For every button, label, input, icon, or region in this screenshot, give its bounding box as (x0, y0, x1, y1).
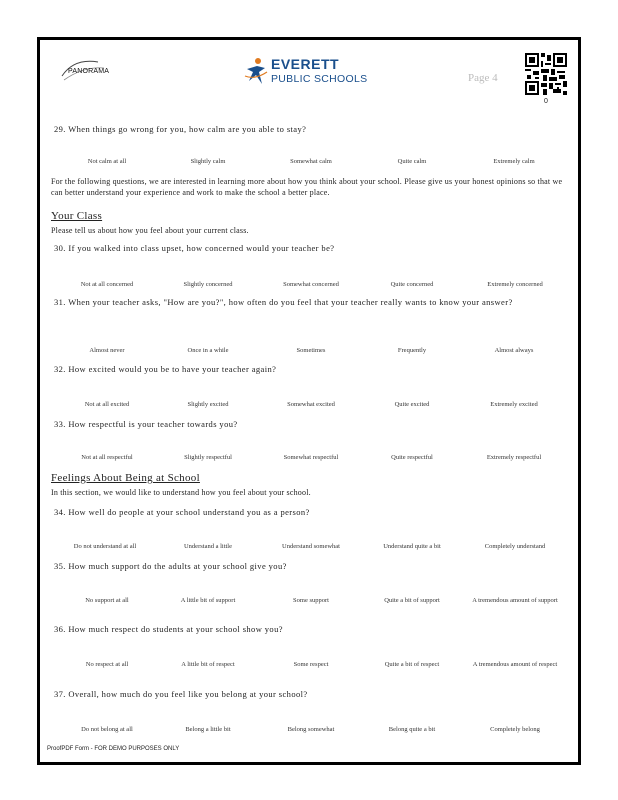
q35-option-2[interactable]: A little bit of support (180, 597, 236, 604)
q29-option-5[interactable]: Extremely calm (493, 158, 535, 165)
question-37: 37. Overall, how much do you feel like you belong at your school? (54, 689, 308, 699)
q30-option-4[interactable]: Quite concerned (390, 281, 434, 288)
q37-option-1[interactable]: Do not belong at all (81, 726, 133, 733)
logo-line-2: PUBLIC SCHOOLS (271, 73, 368, 85)
section-intro-feelings: In this section, we would like to understand how you feel about your school. (51, 488, 311, 497)
q35-option-1[interactable]: No support at all (85, 597, 129, 604)
q31-option-2[interactable]: Once in a while (187, 347, 229, 354)
q31-option-5[interactable]: Almost always (494, 347, 534, 354)
q30-option-3[interactable]: Somewhat concerned (283, 281, 339, 288)
page-number: Page 4 (468, 72, 498, 84)
q31-option-3[interactable]: Sometimes (296, 347, 326, 354)
q33-option-5[interactable]: Extremely respectful (486, 454, 542, 461)
q37-option-2[interactable]: Belong a little bit (185, 726, 231, 733)
q33-option-4[interactable]: Quite respectful (391, 454, 433, 461)
q29-option-4[interactable]: Quite calm (397, 158, 427, 165)
section-title-feelings: Feelings About Being at School (51, 472, 200, 484)
question-33: 33. How respectful is your teacher towards you? (54, 419, 238, 429)
q34-option-1[interactable]: Do not understand at all (73, 543, 137, 550)
q36-option-1[interactable]: No respect at all (85, 661, 129, 668)
q37-option-5[interactable]: Completely belong (490, 726, 540, 733)
question-32: 32. How excited would you be to have your teacher again? (54, 364, 277, 374)
q30-option-2[interactable]: Slightly concerned (183, 281, 233, 288)
question-34: 34. How well do people at your school understand you as a person? (54, 507, 310, 517)
qr-code-number: 0 (544, 98, 548, 105)
q36-option-4[interactable]: Quite a bit of respect (384, 661, 440, 668)
q31-option-4[interactable]: Frequently (397, 347, 427, 354)
footer-watermark: ProofPDF Form - FOR DEMO PURPOSES ONLY (47, 746, 180, 752)
q36-option-2[interactable]: A little bit of respect (181, 661, 235, 668)
panorama-logo (54, 56, 116, 90)
q37-option-4[interactable]: Belong quite a bit (388, 726, 436, 733)
q34-option-4[interactable]: Understand quite a bit (383, 543, 441, 550)
question-36: 36. How much respect do students at your school show you? (54, 624, 283, 634)
q33-option-2[interactable]: Slightly respectful (184, 454, 232, 461)
panorama-logo-text: PANORAMA (68, 68, 110, 75)
logo-line-1: EVERETT (271, 56, 340, 72)
q34-option-5[interactable]: Completely understand (484, 543, 546, 550)
question-30: 30. If you walked into class upset, how concerned would your teacher be? (54, 243, 335, 253)
section-title-your-class: Your Class (51, 210, 103, 222)
qr-code-icon (525, 53, 567, 95)
q33-option-3[interactable]: Somewhat respectful (283, 454, 339, 461)
q35-option-5[interactable]: A tremendous amount of support (472, 597, 558, 604)
q34-option-3[interactable]: Understand somewhat (282, 543, 340, 550)
page-frame (37, 37, 581, 765)
q29-option-3[interactable]: Somewhat calm (290, 158, 332, 165)
q35-option-4[interactable]: Quite a bit of support (384, 597, 440, 604)
q31-option-1[interactable]: Almost never (89, 347, 125, 354)
q32-option-4[interactable]: Quite excited (394, 401, 430, 408)
section-intro-your-class: Please tell us about how you feel about your current class. (51, 226, 249, 235)
q33-option-1[interactable]: Not at all respectful (81, 454, 133, 461)
q36-option-5[interactable]: A tremendous amount of respect (472, 661, 558, 668)
q32-option-3[interactable]: Somewhat excited (287, 401, 335, 408)
q30-option-1[interactable]: Not at all concerned (80, 281, 134, 288)
q37-option-3[interactable]: Belong somewhat (287, 726, 335, 733)
school-intro: For the following questions, we are interested in learning more about how you think about your school. Please give us your honest opinions so that we can better understand your experience and work to make the school a better place. (51, 177, 563, 197)
question-35: 35. How much support do the adults at your school give you? (54, 561, 287, 571)
q30-option-5[interactable]: Extremely concerned (487, 281, 543, 288)
question-29: 29. When things go wrong for you, how calm are you able to stay? (54, 124, 307, 134)
q34-option-2[interactable]: Understand a little (183, 543, 232, 550)
q36-option-3[interactable]: Some respect (293, 661, 329, 668)
q35-option-3[interactable]: Some support (293, 597, 329, 604)
district-logo (243, 54, 383, 90)
q32-option-2[interactable]: Slightly excited (187, 401, 229, 408)
q32-option-5[interactable]: Extremely excited (490, 401, 538, 408)
q29-option-2[interactable]: Slightly calm (190, 158, 226, 165)
q29-option-1[interactable]: Not calm at all (87, 158, 127, 165)
question-31: 31. When your teacher asks, "How are you?", how often do you feel that your teacher really wants to know your answer? (54, 297, 513, 307)
q32-option-1[interactable]: Not at all excited (84, 401, 130, 408)
district-star-icon (243, 54, 271, 88)
